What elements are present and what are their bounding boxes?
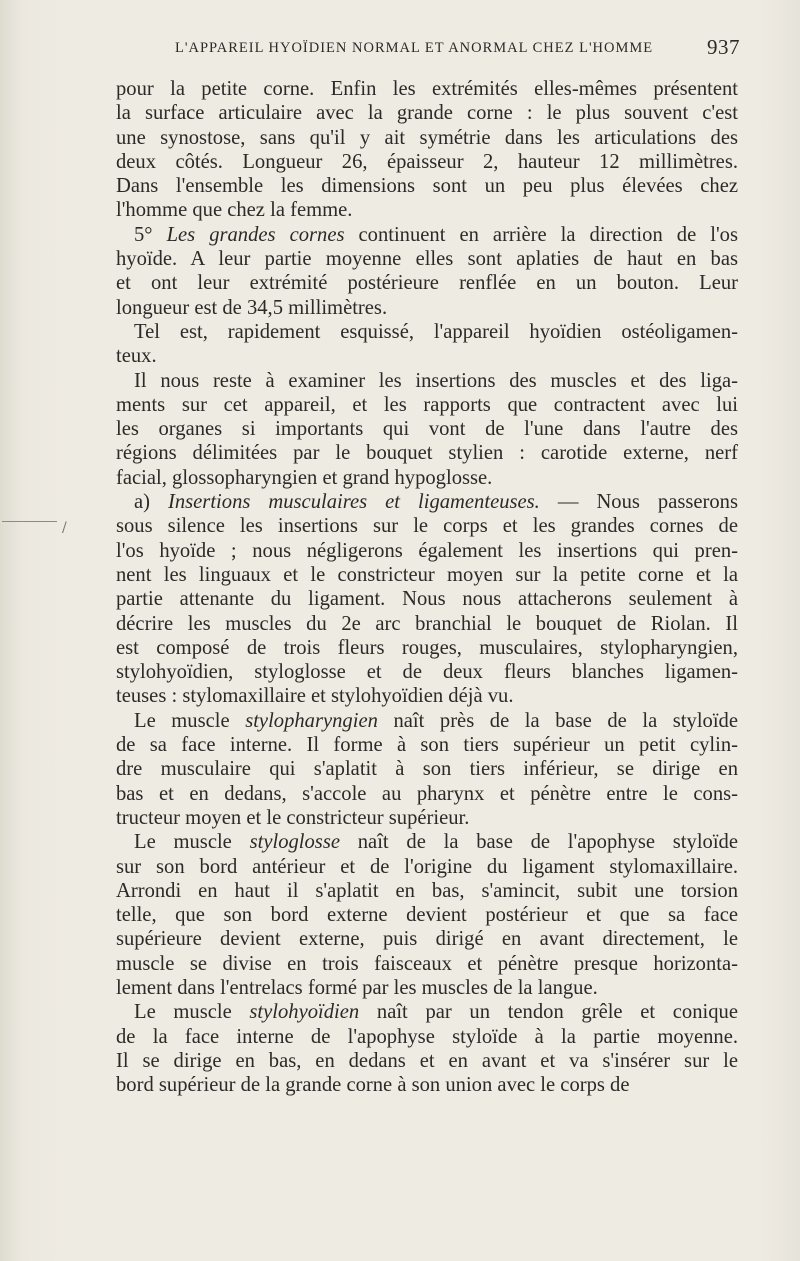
text-line: supérieure devient externe, puis dirigé en avant directement, le bbox=[116, 928, 738, 951]
italic-term: Insertions musculaires et ligamenteuses. bbox=[168, 491, 540, 514]
page-number: 937 bbox=[707, 35, 740, 59]
text-line: facial, glossopharyngien et grand hypoglosse. bbox=[116, 466, 493, 489]
text-run: 5° bbox=[134, 223, 167, 246]
text-line: sur son bord antérieur et de l'origine du ligament stylomaxillaire. bbox=[116, 855, 738, 878]
text-line: de la face interne de l'apophyse styloïde à la partie moyenne. bbox=[116, 1025, 738, 1048]
text-line: partie attenante du ligament. Nous nous attacherons seulement à bbox=[116, 588, 738, 611]
text-run: a) bbox=[134, 491, 168, 514]
text-line: l'homme que chez la femme. bbox=[116, 199, 353, 222]
text-line: une synostose, sans qu'il y ait symétrie dans les articulations des bbox=[116, 126, 738, 149]
text-line: est composé de trois fleurs rouges, musculaires, stylopharyngien, bbox=[116, 636, 738, 659]
text-line: sous silence les insertions sur le corps et les grandes cornes de bbox=[116, 515, 738, 538]
margin-mark: / bbox=[62, 520, 67, 536]
italic-term: Les grandes cornes bbox=[166, 223, 345, 246]
text-line: deux côtés. Longueur 26, épaisseur 2, hauteur 12 millimètres. bbox=[116, 150, 738, 173]
text-line: stylohyoïdien, styloglosse et de deux fleurs blanches ligamen- bbox=[116, 661, 738, 684]
text-line: bord supérieur de la grande corne à son union avec le corps de bbox=[116, 1074, 630, 1097]
text-line: Tel est, rapidement esquissé, l'appareil hyoïdien ostéoligamen- bbox=[134, 320, 738, 343]
text-line: tructeur moyen et le constricteur supérieur. bbox=[116, 806, 470, 829]
italic-term: stylohyoïdien bbox=[249, 1001, 360, 1024]
text-line: Il se dirige en bas, en dedans et en avant et va s'insérer sur le bbox=[116, 1049, 738, 1072]
text-line: lement dans l'entrelacs formé par les muscles de la langue. bbox=[116, 976, 598, 999]
margin-rule bbox=[2, 521, 57, 522]
running-header bbox=[175, 35, 740, 59]
text-line bbox=[116, 490, 738, 514]
text-run: Le muscle bbox=[134, 831, 250, 854]
text-line: la surface articulaire avec la grande corne : le plus souvent c'est bbox=[116, 102, 738, 125]
italic-term: styloglosse bbox=[249, 831, 340, 854]
text-run: naît de la base de l'apophyse styloïde bbox=[339, 831, 738, 854]
text-line: Il nous reste à examiner les insertions des muscles et des liga- bbox=[134, 369, 738, 392]
text-run: naît par un tendon grêle et conique bbox=[359, 1001, 738, 1024]
text-line: et ont leur extrémité postérieure renflée en un bouton. Leur bbox=[116, 272, 738, 295]
text-line: teux. bbox=[116, 345, 157, 368]
text-line: l'os hyoïde ; nous négligerons également les insertions qui pren- bbox=[116, 539, 738, 562]
text-run: Le muscle bbox=[134, 709, 246, 732]
text-line: les organes si importants qui vont de l'une dans l'autre des bbox=[116, 418, 738, 441]
text-line: décrire les muscles du 2e arc branchial le bouquet de Riolan. Il bbox=[116, 612, 738, 635]
text-line: teuses : stylomaxillaire et stylohyoïdien déjà vu. bbox=[116, 685, 514, 708]
text-run: continuent en arrière la direction de l'os bbox=[344, 223, 738, 246]
text-line bbox=[116, 1000, 738, 1024]
text-line: ments sur cet appareil, et les rapports que contractent avec lui bbox=[116, 393, 738, 416]
text-line: hyoïde. A leur partie moyenne elles sont aplaties de haut en bas bbox=[116, 248, 738, 271]
text-line: de sa face interne. Il forme à son tiers supérieur un petit cylin- bbox=[116, 734, 738, 757]
text-run: — Nous passerons bbox=[539, 491, 738, 514]
text-line bbox=[116, 830, 738, 854]
italic-term: stylopharyngien bbox=[245, 709, 378, 732]
text-line: nent les linguaux et le constricteur moyen sur la petite corne et la bbox=[116, 563, 738, 586]
text-line: Dans l'ensemble les dimensions sont un peu plus élevées chez bbox=[116, 175, 738, 198]
text-run: Le muscle bbox=[134, 1001, 250, 1024]
text-line: telle, que son bord externe devient postérieur et que sa face bbox=[116, 904, 738, 927]
text-run: naît près de la base de la styloïde bbox=[377, 709, 738, 732]
text-line bbox=[116, 709, 738, 733]
text-line: muscle se divise en trois faisceaux et pénètre presque horizonta- bbox=[116, 952, 738, 975]
body-text bbox=[116, 77, 738, 1097]
text-line: Arrondi en haut il s'aplatit en bas, s'amincit, subit une torsion bbox=[116, 879, 738, 902]
text-line: dre musculaire qui s'aplatit à son tiers inférieur, se dirige en bbox=[116, 758, 738, 781]
text-line: bas et en dedans, s'accole au pharynx et pénètre entre le cons- bbox=[116, 782, 738, 805]
text-line: pour la petite corne. Enfin les extrémités elles-mêmes présentent bbox=[116, 78, 738, 100]
text-line bbox=[116, 223, 738, 247]
text-line: régions délimitées par le bouquet stylien : carotide externe, nerf bbox=[116, 442, 738, 465]
running-title: L'APPAREIL HYOÏDIEN NORMAL ET ANORMAL CHEZ L'HOMME bbox=[175, 40, 654, 56]
text-line: longueur est de 34,5 millimètres. bbox=[116, 296, 388, 319]
